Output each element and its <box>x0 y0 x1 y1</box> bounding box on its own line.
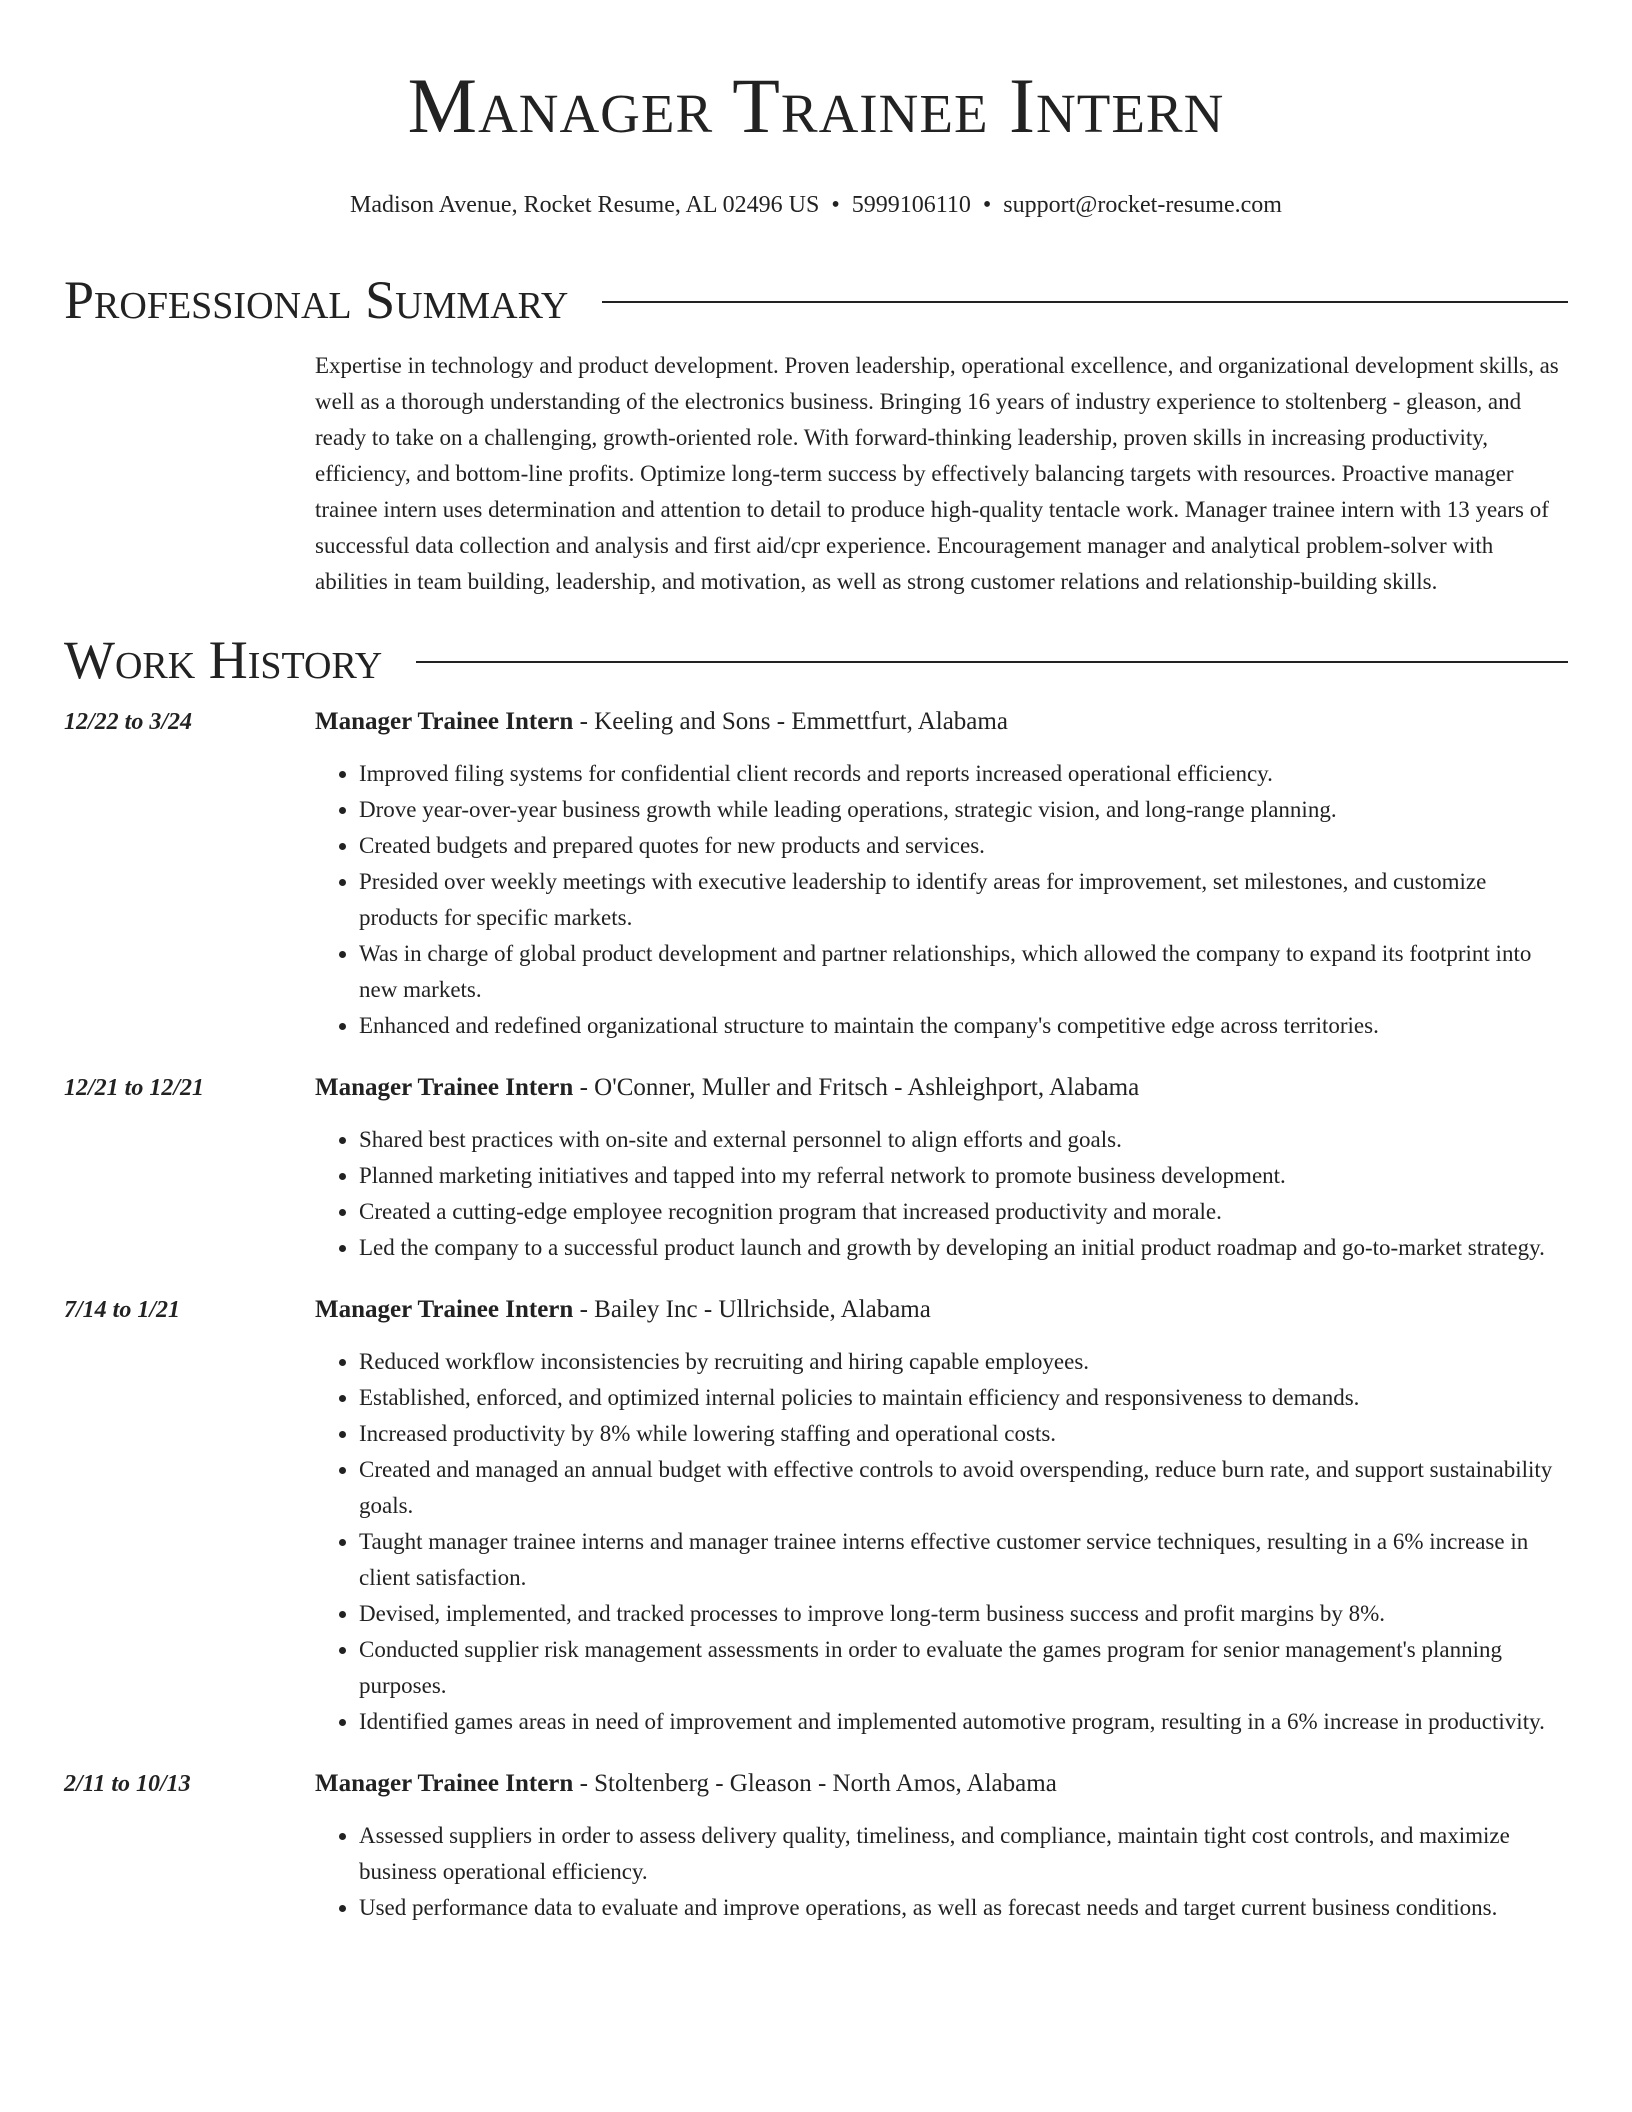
job-bullet: • Devised, implemented, and tracked processes to improve long-term business success and profit margins by 8%. <box>359 1596 1568 1632</box>
job-company-location: - Keeling and Sons - Emmettfurt, Alabama <box>573 708 1008 735</box>
job-bullet: • Drove year-over-year business growth while leading operations, strategic vision, and long-range planning. <box>359 792 1568 828</box>
job-bullet: • Identified games areas in need of improvement and implemented automotive program, resulting in a 6% increase in productivity. <box>359 1704 1568 1740</box>
resume-header <box>64 0 1568 220</box>
job-bullet: • Assessed suppliers in order to assess delivery quality, timeliness, and compliance, maintain tight cost controls, and maximize business operational efficiency. <box>359 1818 1568 1890</box>
job-bullet: • Improved filing systems for confidential client records and reports increased operational efficiency. <box>359 756 1568 792</box>
job-bullet: • Created a cutting-edge employee recognition program that increased productivity and morale. <box>359 1194 1568 1230</box>
job-bullet: • Presided over weekly meetings with executive leadership to identify areas for improvement, set milestones, and customize products for specific markets. <box>359 864 1568 936</box>
job-bullet: • Established, enforced, and optimized internal policies to maintain efficiency and responsiveness to demands. <box>359 1380 1568 1416</box>
job-title: Manager Trainee Intern <box>315 1074 574 1101</box>
job-bullet-list <box>315 1818 1568 1926</box>
job-bullet: • Conducted supplier risk management assessments in order to evaluate the games program for senior management's planning purposes. <box>359 1632 1568 1704</box>
contact-separator: • <box>982 192 992 218</box>
job-bullet-list <box>315 1344 1568 1740</box>
job-bullet-list <box>315 756 1568 1044</box>
job-bullet-list <box>315 1122 1568 1266</box>
job-bullet: • Created budgets and prepared quotes for new products and services. <box>359 828 1568 864</box>
job-bullet: • Was in charge of global product development and partner relationships, which allowed the company to expand its footprint into new markets. <box>359 936 1568 1008</box>
job-bullet: • Used performance data to evaluate and improve operations, as well as forecast needs and target current business conditions. <box>359 1890 1568 1926</box>
job-bullet: • Led the company to a successful product launch and growth by developing an initial product roadmap and go-to-market strategy. <box>359 1230 1568 1266</box>
job-body <box>315 704 1568 1044</box>
job-title-line <box>315 1070 1568 1106</box>
job-bullet: • Created and managed an annual budget with effective controls to avoid overspending, reduce burn rate, and support sustainability goals. <box>359 1452 1568 1524</box>
summary-text: Expertise in technology and product development. Proven leadership, operational excellence, and organizational development skills, as well as a thorough understanding of the electronics business. Bringing 16 years of industry experience to stoltenberg - gleason, and ready to take on a challenging, growth-oriented role. With forward-thinking leadership, proven skills in increasing productivity, efficiency, and bottom-line profits. Optimize long-term success by effectively balancing targets with resources. Proactive manager trainee intern uses determination and attention to detail to produce high-quality tentacle work. Manager trainee intern with 13 years of successful data collection and analysis and first aid/cpr experience. Encouragement manager and analytical problem-solver with abilities in team building, leadership, and motivation, as well as strong customer relations and relationship-building skills. <box>315 353 1559 594</box>
job-list <box>64 704 1568 1926</box>
job-dates: 12/22 to 3/24 <box>64 709 193 735</box>
job-title: Manager Trainee Intern <box>315 708 574 735</box>
summary-heading: Professional Summary <box>64 270 569 330</box>
work-heading: Work History <box>64 630 383 690</box>
job-title-line <box>315 1766 1568 1802</box>
job-entry <box>64 1292 1568 1740</box>
job-entry <box>64 1070 1568 1266</box>
section-divider <box>416 661 1568 663</box>
contact-line <box>64 190 1568 220</box>
job-body <box>315 1070 1568 1266</box>
job-title-line <box>315 1292 1568 1328</box>
job-dates: 7/14 to 1/21 <box>64 1297 181 1323</box>
job-title-line <box>315 704 1568 740</box>
job-body <box>315 1292 1568 1740</box>
job-dates: 2/11 to 10/13 <box>64 1771 191 1797</box>
contact-email: support@rocket-resume.com <box>1003 192 1282 218</box>
contact-phone: 5999106110 <box>851 192 971 218</box>
job-body <box>315 1766 1568 1926</box>
job-bullet: • Planned marketing initiatives and tapped into my referral network to promote business development. <box>359 1158 1568 1194</box>
resume-page <box>64 0 1568 1926</box>
job-bullet: • Reduced workflow inconsistencies by recruiting and hiring capable employees. <box>359 1344 1568 1380</box>
work-section-heading <box>64 630 1568 690</box>
job-company-location: - Stoltenberg - Gleason - North Amos, Alabama <box>573 1770 1057 1797</box>
summary-section-heading <box>64 270 1568 330</box>
job-entry <box>64 1766 1568 1926</box>
contact-separator: • <box>831 192 840 218</box>
job-title: Manager Trainee Intern <box>315 1770 574 1797</box>
job-dates: 12/21 to 12/21 <box>64 1075 205 1101</box>
job-bullet: • Enhanced and redefined organizational structure to maintain the company's competitive edge across territories. <box>359 1008 1568 1044</box>
candidate-name: Manager Trainee Intern <box>407 62 1225 149</box>
job-bullet: • Shared best practices with on-site and external personnel to align efforts and goals. <box>359 1122 1568 1158</box>
contact-address: Madison Avenue, Rocket Resume, AL 02496 US <box>350 192 820 218</box>
job-entry <box>64 704 1568 1044</box>
job-bullet: • Increased productivity by 8% while lowering staffing and operational costs. <box>359 1416 1568 1452</box>
section-divider <box>602 301 1568 303</box>
job-company-location: - O'Conner, Muller and Fritsch - Ashleighport, Alabama <box>573 1074 1140 1101</box>
job-title: Manager Trainee Intern <box>315 1296 574 1323</box>
job-company-location: - Bailey Inc - Ullrichside, Alabama <box>573 1296 931 1323</box>
job-bullet: • Taught manager trainee interns and manager trainee interns effective customer service techniques, resulting in a 6% increase in client satisfaction. <box>359 1524 1568 1596</box>
